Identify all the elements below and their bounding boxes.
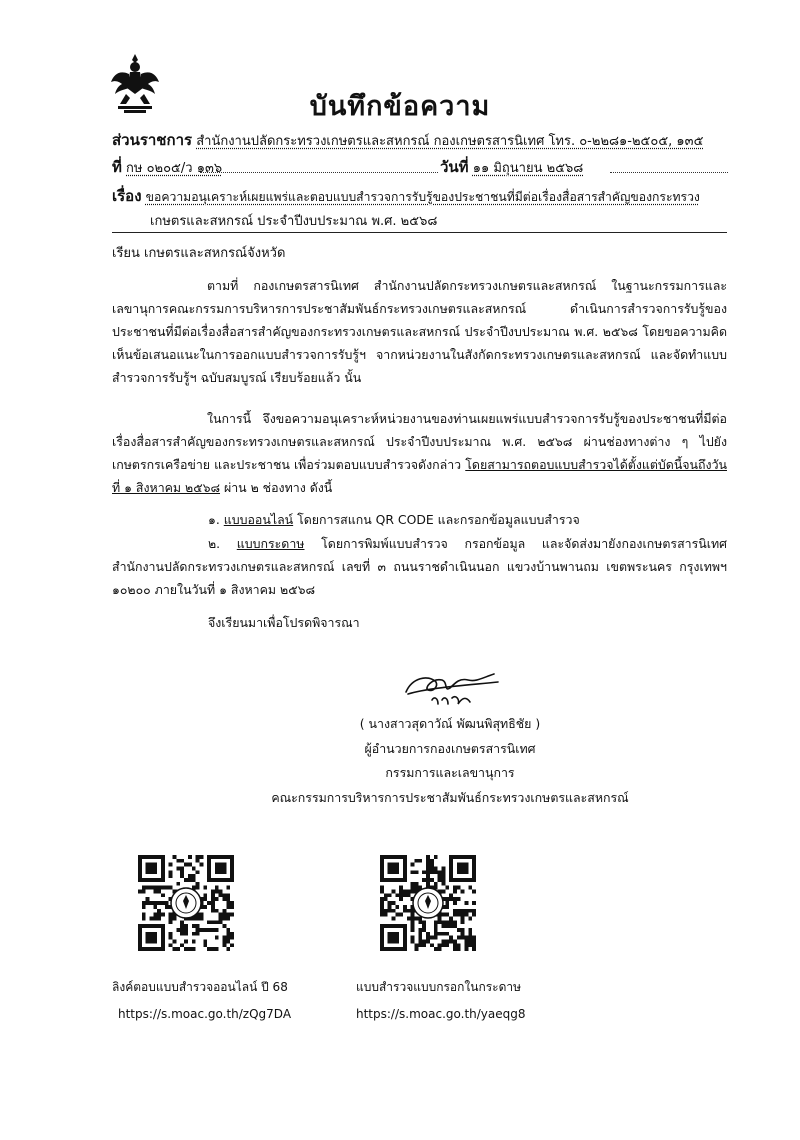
agency-value: สำนักงานปลัดกระทรวงเกษตรและสหกรณ์ กองเกษตรสารนิเทศ โทร. ๐-๒๒๘๑-๒๕๐๕, ๑๓๕ bbox=[196, 134, 704, 149]
paragraph-2-tail: ผ่าน ๒ ช่องทาง ดังนี้ bbox=[220, 480, 333, 495]
signer-name: ( นางสาวสุดาวัณ์ พัฒนพิสุทธิชัย ) bbox=[359, 716, 541, 731]
subject-line1: ขอความอนุเคราะห์เผยแพร่และตอบแบบสำรวจการรับรู้ของประชาชนที่มีต่อเรื่องสื่อสารสำคัญของกระทรวง bbox=[145, 190, 700, 204]
header-divider bbox=[112, 232, 727, 233]
signature-icon bbox=[398, 664, 508, 714]
qr-online-link[interactable]: https://s.moac.go.th/zQg7DA bbox=[118, 1007, 292, 1021]
ministry-seal-icon bbox=[170, 887, 202, 919]
ref-dotline bbox=[200, 172, 438, 173]
signer-position-1: ผู้อำนวยการกองเกษตรสารนิเทศ bbox=[364, 741, 536, 756]
ref-label: ที่ bbox=[112, 158, 122, 176]
paragraph-1: ตามที่ กองเกษตรสารนิเทศ สำนักงานปลัดกระทรวงเกษตรและสหกรณ์ ในฐานะกรรมการและเลขานุการคณะกรรมการบริหารการประชาสัมพันธ์กระทรวงเกษตรและสหกรณ์ ดำเนินการสำรวจการรับรู้ของประชาชนที่มีต่อเรื่องสื่อสารสำคัญของกระทรวงเกษตรและสหกรณ์ ประจำปีงบประมาณ พ.ศ. ๒๕๖๘ โดยขอความคิดเห็นข้อเสนอแนะในการออกแบบสำรวจการรับรู้ฯ จากหน่วยงานในสังกัดกระทรวงเกษตรและสหกรณ์ และจัดทำแบบสำรวจการรับรู้ฯ ฉบับสมบูรณ์ เรียบร้อยแล้ว นั้น bbox=[112, 278, 727, 385]
date-value: ๑๑ มิถุนายน ๒๕๖๘ bbox=[472, 161, 584, 176]
subject-label: เรื่อง bbox=[112, 187, 142, 205]
salutation: เรียน เกษตรและสหกรณ์จังหวัด bbox=[112, 246, 286, 261]
item-paper-num: ๒. bbox=[208, 536, 221, 551]
ministry-seal-icon bbox=[412, 887, 444, 919]
qr-paper-caption: แบบสำรวจแบบกรอกในกระดาษ bbox=[356, 980, 522, 994]
date-label: วันที่ bbox=[440, 158, 469, 176]
date-dotline bbox=[610, 172, 728, 173]
date-line bbox=[440, 155, 583, 179]
closing: จึงเรียนมาเพื่อโปรดพิจารณา bbox=[208, 615, 360, 630]
qr-online-caption: ลิงค์ตอบแบบสำรวจออนไลน์ ปี 68 bbox=[112, 980, 288, 994]
memo-title: บันทึกข้อความ bbox=[309, 91, 491, 122]
subject-line bbox=[112, 184, 700, 208]
paragraph-2-text: ในการนี้ จึงขอความอนุเคราะห์หน่วยงานของท่านเผยแพร่แบบสำรวจการรับรู้ของประชาชนที่มีต่อเรื่องสื่อสารสำคัญของกระทรวงเกษตรและสหกรณ์ ประจำปีงบประมาณ พ.ศ. ๒๕๖๘ ผ่านช่องทางต่าง ๆ ไปยังเกษตรกรเครือข่าย และประชาชน เพื่อร่วมตอบแบบสำรวจดังกล่าว bbox=[112, 411, 727, 472]
ref-line bbox=[112, 155, 222, 179]
item-online-label: แบบออนไลน์ bbox=[223, 512, 294, 527]
signer-position-2: กรรมการและเลขานุการ bbox=[385, 765, 515, 780]
signer-position-3: คณะกรรมการบริหารการประชาสัมพันธ์กระทรวงเกษตรและสหกรณ์ bbox=[271, 790, 629, 805]
qr-paper-link[interactable]: https://s.moac.go.th/yaeqg8 bbox=[356, 1007, 526, 1021]
item-paper bbox=[112, 532, 727, 601]
agency-label: ส่วนราชการ bbox=[112, 131, 193, 149]
item-online bbox=[208, 511, 580, 530]
item-online-num: ๑. bbox=[208, 512, 220, 527]
ref-value: กษ ๐๒๐๕/ว ๑๓๖ bbox=[126, 161, 223, 176]
subject-line2: เกษตรและสหกรณ์ ประจำปีงบประมาณ พ.ศ. ๒๕๖๘ bbox=[150, 214, 438, 229]
item-online-text: โดยการสแกน QR CODE และกรอกข้อมูลแบบสำรวจ bbox=[293, 512, 580, 527]
deadline-text: โดยสามารถตอบแบบสำรวจได้ตั้งแต่บัดนี้จนถึงวันที่ ๑ สิงหาคม ๒๕๖๘ bbox=[112, 457, 727, 495]
item-paper-text-1: โดยการพิมพ์แบบสำรวจ กรอกข้อมูล และจัดส่งมายังกองเกษตรสารนิเทศ bbox=[304, 536, 727, 551]
item-paper-label: แบบกระดาษ bbox=[236, 536, 305, 551]
item-paper-text-2: สำนักงานปลัดกระทรวงเกษตรและสหกรณ์ เลขที่ ๓ ถนนราชดำเนินนอก แขวงบ้านพานถม เขตพระนคร กรุงเทพฯ ๑๐๒๐๐ ภายในวันที่ ๑ สิงหาคม ๒๕๖๘ bbox=[112, 559, 727, 597]
paragraph-2 bbox=[112, 407, 727, 499]
agency-line bbox=[112, 128, 703, 152]
